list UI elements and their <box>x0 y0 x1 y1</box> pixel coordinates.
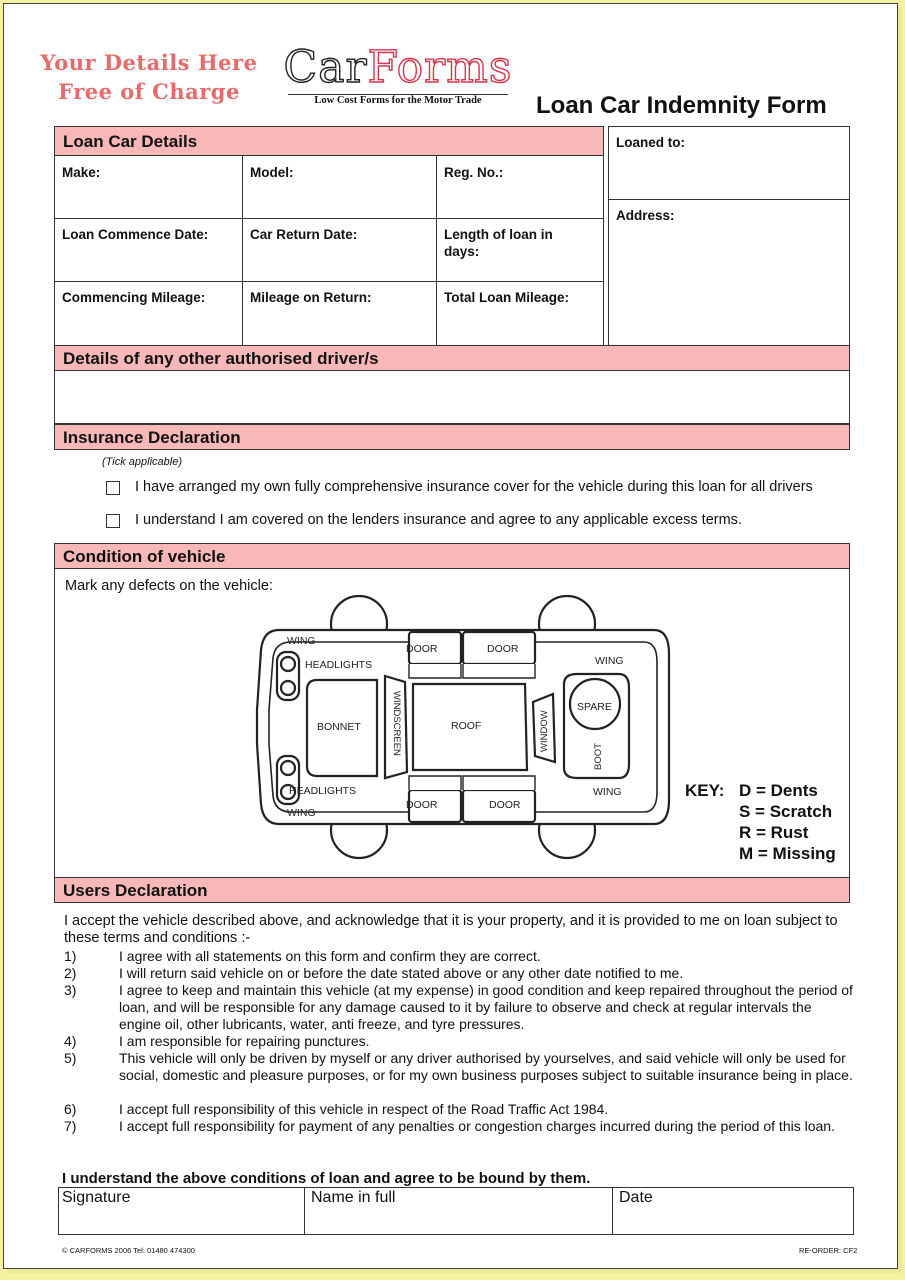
label-wing-front-left: WING <box>287 635 316 647</box>
tick-hint: (Tick applicable) <box>102 456 182 468</box>
label-spare: SPARE <box>577 701 612 713</box>
condition-item: 3) I agree to keep and maintain this vehicle (at my expense) in good condition and keep repaired throughout the period of loan, and will be responsible for any damage caused to it by failure to observe and check at regular intervals the engine oil, other lubricants, water, anti freeze, and tyre pressures. <box>64 982 853 1032</box>
insurance-lender-cover-checkbox[interactable] <box>106 514 120 528</box>
key-missing: M = Missing <box>739 844 836 863</box>
declaration-intro: I accept the vehicle described above, and acknowledge that it is your property, and it is provided to me on loan subject to these terms and conditions :- <box>64 913 838 946</box>
agreement-statement: I understand the above conditions of loan and agree to be bound by them. <box>62 1170 591 1187</box>
vehicle-diagram[interactable] <box>249 594 679 862</box>
footer-reorder-code: RE-ORDER: CF2 <box>799 1246 858 1255</box>
label-headlights-left: HEADLIGHTS <box>305 659 373 671</box>
loan-car-details-heading: Loan Car Details <box>54 126 604 156</box>
logo-tagline: Low Cost Forms for the Motor Trade <box>314 95 482 106</box>
label-door-rear-left: DOOR <box>487 643 519 655</box>
key-rust: R = Rust <box>739 823 809 842</box>
signature-field[interactable]: Signature <box>62 1189 131 1206</box>
key-dents: D = Dents <box>739 781 818 800</box>
insurance-own-cover-label: I have arranged my own fully comprehensive insurance cover for the vehicle during this loan for all drivers <box>135 479 813 495</box>
label-bonnet: BONNET <box>317 721 361 733</box>
make-field[interactable]: Make: <box>62 165 101 180</box>
promo-line-1: Your Details Here <box>40 50 258 75</box>
label-door-front-right: DOOR <box>406 799 438 811</box>
model-field[interactable]: Model: <box>250 165 294 180</box>
label-wing-rear-right: WING <box>593 786 622 798</box>
address-field[interactable]: Address: <box>616 208 675 223</box>
label-door-rear-right: DOOR <box>489 799 521 811</box>
date-field[interactable]: Date <box>619 1189 653 1206</box>
condition-item: 7) I accept full responsibility for payment of any penalties or congestion charges incurred during the period of this loan. <box>64 1118 835 1134</box>
loan-commence-date-field[interactable]: Loan Commence Date: <box>62 227 209 242</box>
mileage-on-return-field[interactable]: Mileage on Return: <box>250 290 372 305</box>
insurance-lender-cover-label: I understand I am covered on the lenders insurance and agree to any applicable excess terms. <box>135 512 742 528</box>
condition-item: 6) I accept full responsibility of this vehicle in respect of the Road Traffic Act 1984. <box>64 1101 609 1117</box>
users-declaration-heading: Users Declaration <box>54 877 850 903</box>
promo-line-2: Free of Charge <box>58 79 240 104</box>
footer-copyright: © CARFORMS 2006 Tel: 01480 474300 <box>62 1246 195 1255</box>
label-boot: BOOT <box>593 743 604 770</box>
label-window: WINDOW <box>539 710 550 752</box>
page-title: Loan Car Indemnity Form <box>536 92 827 119</box>
label-headlights-right: HEADLIGHTS <box>289 785 357 797</box>
insurance-own-cover-checkbox[interactable] <box>106 481 120 495</box>
key-scratch: S = Scratch <box>739 802 833 821</box>
label-wing-rear-left: WING <box>595 655 624 667</box>
condition-item: 2) I will return said vehicle on or before the date stated above or any other date notified to me. <box>64 965 684 981</box>
condition-item: 4) I am responsible for repairing punctures. <box>64 1033 370 1049</box>
loanee-box <box>608 126 850 346</box>
reg-no-field[interactable]: Reg. No.: <box>444 165 504 180</box>
form-sheet <box>3 3 898 1269</box>
promo-text <box>34 48 264 106</box>
signature-table <box>58 1187 854 1235</box>
brand-logo <box>278 42 518 106</box>
loan-length-field[interactable]: Length of loan in days: <box>444 227 553 259</box>
condition-heading: Condition of vehicle <box>54 543 850 569</box>
logo-forms: Forms <box>367 42 513 93</box>
defects-instruction: Mark any defects on the vehicle: <box>65 578 273 594</box>
label-door-front-left: DOOR <box>406 643 438 655</box>
other-drivers-heading: Details of any other authorised driver/s <box>54 345 850 371</box>
name-in-full-field[interactable]: Name in full <box>311 1189 396 1206</box>
car-return-date-field[interactable]: Car Return Date: <box>250 227 358 242</box>
commencing-mileage-field[interactable]: Commencing Mileage: <box>62 290 206 305</box>
loaned-to-field[interactable]: Loaned to: <box>616 135 685 150</box>
label-windscreen: WINDSCREEN <box>391 691 402 756</box>
label-roof: ROOF <box>451 720 482 732</box>
label-wing-front-right: WING <box>287 807 316 819</box>
condition-item: 5) This vehicle will only be driven by myself or any driver authorised by yourselves, and said vehicle will only be used for social, domestic and pleasure purposes, or for my own business purposes subject to suitable insurance being in place. <box>64 1050 853 1083</box>
condition-item: 1) I agree with all statements on this form and confirm they are correct. <box>64 948 541 964</box>
total-loan-mileage-field[interactable]: Total Loan Mileage: <box>444 290 570 305</box>
insurance-declaration-heading: Insurance Declaration <box>54 424 850 450</box>
key-label: KEY: <box>685 781 725 800</box>
other-drivers-field[interactable] <box>54 370 850 424</box>
logo-car: Car <box>283 42 368 93</box>
